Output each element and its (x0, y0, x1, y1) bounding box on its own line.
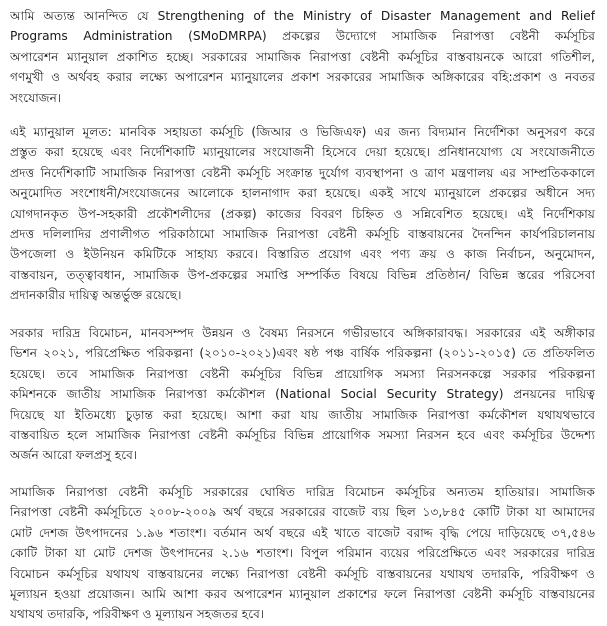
text-line: গণমুখী ও অর্থবহ করার লক্ষ্যে অপারেশন ম্যানুয়ালের প্রকাশ সরকারের সামাজিক অঙ্গিকারের বহি:প্রকাশ ও নবতর (10, 70, 595, 85)
text-line: ভিশন ২০২১, পরিপ্রেক্ষিত পরিকল্পনা (২০১০-২০২১)এবং ষষ্ঠ পঞ্চ বার্ষিক পরিকল্পনা (২০১১-২০১৫) তে প্রতিফলিত (10, 346, 595, 361)
paragraph-manual-basis (10, 122, 595, 306)
paragraph-government-commitment (10, 323, 595, 466)
text-line: প্রস্তুত করা হয়েছে এবং নির্দেশিকাটি ম্যানুয়ালের সংযোজনী হিসেবে দেয়া হয়েছে। প্রনিধানযোগ্য যে সংযোজনীতে (10, 145, 595, 160)
text-line: যোগদানকৃত উপ-সহকারী প্রকৌশলীদের (প্রকল্প) কাজের বিবরণ চিহ্নিত ও সন্নিবেশিত হয়েছে। এই নির্দেশিকায় (10, 206, 595, 221)
text-line: বিমোচন কর্মসূচির যথাযথ বাস্তবায়নের লক্ষ্যে নিরাপত্তা বেষ্টনী কর্মসূচি বাস্তবায়নের যথাযথ তদারকি, পরিবীক্ষণ ও (10, 566, 595, 581)
paragraph-budget-monitoring (10, 482, 595, 625)
text-line: প্রদত্ত দলিলাদির প্রণালীগত পরিকাঠামো সামাজিক নিরাপত্তা বেষ্টনী কর্মসূচি বাস্তবায়নের দৈনন্দিন কার্যপরিচালনায় (10, 227, 595, 242)
text-line: উপজেলা ও ইউনিয়ন কমিটিকে সাহায্য করবে। বিস্তারিত প্রয়োগ এবং পণ্য ক্রয় ও কাজ নির্বাচন, অনুমোদন, (10, 247, 595, 262)
text-line: এই ম্যানুয়াল মূলত: মানবিক সহায়তা কর্মসূচি (জিআর ও ভিজিএফ) এর জন্য বিদ্যমান নির্দেশিকা অনুসরণ করে (10, 125, 595, 139)
text-line: বাস্তবায়িত হলে সামাজিক নিরাপত্তা বেষ্টনী কর্মসূচির বিভিন্ন প্রায়োগিক সমস্যা নিরসন হবে এবং কর্মসূচির উদ্দেশ্য (10, 428, 595, 443)
text-line: নিরাপত্তা বেষ্টনী কর্মসূচিতে ২০০৮-২০০৯ অর্থ বছরে সরকারের বাজেট ব্যয় ছিল ১৩,৮৪৫ কোটি টাকা যা আমাদের (10, 505, 595, 520)
text-line: সংযোজন। (10, 90, 62, 105)
text-line: অপারেশন ম্যানুয়াল প্রকাশিত হচ্ছে। সরকারের সামাজিক নিরাপত্তা বেষ্টনী কর্মসূচির বাস্তবায়নকে আরো গতিশীল, (10, 49, 595, 64)
text-line: Programs Administration (SMoDMRPA) প্রকল্পের উদ্যোগে সামাজিক নিরাপত্তা বেষ্টনী কর্মসূচির (10, 29, 595, 44)
paragraph-introduction (10, 6, 595, 108)
text-line: প্রদত্ত নির্দেশিকাটি সামাজিক নিরাপত্তা বেষ্টনী কর্মসূচি সংক্রান্ত দুর্যোগ ব্যবস্থাপনা ও ত্রাণ মন্ত্রণালয় এর সাম্প্রতিককালে (10, 165, 595, 180)
text-line: কমিশনকে জাতীয় সামাজিক নিরাপত্তা কর্মকৌশল (National Social Security Strategy) প্রনয়নের দায়িত্ব (10, 387, 595, 402)
text-line: অর্জন আরো ফলপ্রসু হবে। (10, 448, 138, 463)
text-line: বাস্তবায়ন, তত্ত্বাবধান, সামাজিক উপ-প্রকল্পের সমাপ্তি সম্পর্কিত বিষয়ে বিভিন্ন প্রতিষ্ঠান/ বিভিন্ন স্তরের পরিসেবা (10, 267, 595, 282)
text-line: কোটি টাকা যা মোট দেশজ উৎপাদনের ২.১৬ শতাংশ। বিপুল পরিমান ব্যয়ের পরিপ্রেক্ষিতে এবং সরকারের দারিদ্র (10, 546, 595, 561)
text-line: মোট দেশজ উৎপাদনের ১.৯৬ শতাংশ। বর্তমান অর্থ বছরে এই খাতে বাজেট বরাদ্দ বৃদ্ধি পেয়ে দাড়িয়েছে ৩৭,৫৪৬ (10, 525, 595, 540)
text-line: সামাজিক নিরাপত্তা বেষ্টনী কর্মসূচি সরকারের ঘোষিত দারিদ্র বিমোচন কর্মসূচির অন্যতম হাতিয়ার। সামাজিক (10, 485, 595, 499)
text-line: দিয়েছে যা ইতিমধ্যে চুড়ান্ত করা হয়েছে। আশা করা যায় জাতীয় সামাজিক নিরাপত্তা কর্মকৌশল যথাযথভাবে (10, 407, 595, 422)
text-line: হয়েছে। তবে সামাজিক নিরাপত্তা বেষ্টনী কর্মসূচির বিভিন্ন প্রায়োগিক সমস্যা নিরসনকল্পে সরকার পরিকল্পনা (10, 366, 595, 381)
text-line: অনুমোদিত সংশোধনী/সংযোজনের আলোকে হালনাগাদ করা হয়েছে। একই সাথে ম্যানুয়ালে প্রকল্পের অধীনে সদ্য (10, 186, 595, 201)
text-line: সরকার দারিদ্র বিমোচন, মানবসম্পদ উন্নয়ন ও বৈষম্য নিরসনে গভীরভাবে অঙ্গিকারাবদ্ধ। সরকারের এই অঙ্গীকার (10, 326, 595, 340)
text-line: যথাযথ তদারকি, পরিবীক্ষণ ও মূল্যায়ন সহজতর হবে। (10, 607, 265, 622)
text-line: প্রদানকারীর দায়িত্ব অন্তর্ভুক্ত রয়েছে। (10, 288, 182, 303)
text-line: মূল্যায়ন হওয়া প্রয়োজন। আমি আশা করব অপারেশন ম্যানুয়াল প্রকাশের ফলে নিরাপত্তা বেষ্টনী কর্মসূচি বাস্তবায়নের (10, 587, 595, 602)
text-line: আমি অত্যন্ত আনন্দিত যে Strengthening of the Ministry of Disaster Management and Relief (10, 9, 595, 23)
